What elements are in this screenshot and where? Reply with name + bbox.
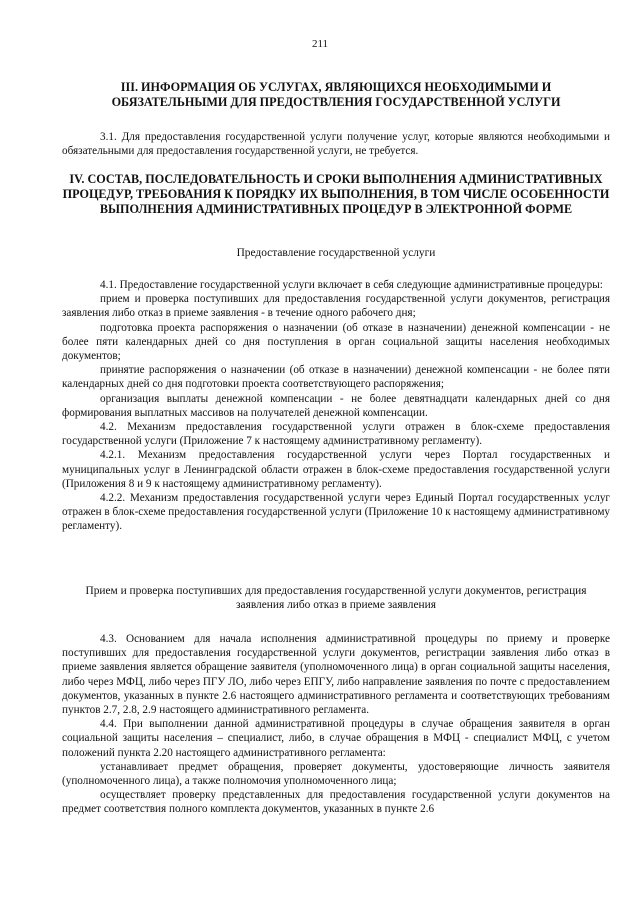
paragraph: подготовка проекта распоряжения о назначении (об отказе в назначении) денежной компенсации - не более пяти календарных дней со дня поступления в орган социальной защиты населения необходимых документов;	[62, 321, 610, 363]
paragraph: прием и проверка поступивших для предоставления государственной услуги документов, регистрация заявления либо отказ в приеме заявления - в течение одного рабочего дня;	[62, 293, 610, 320]
section-4-heading: IV. СОСТАВ, ПОСЛЕДОВАТЕЛЬНОСТЬ И СРОКИ ВЫПОЛНЕНИЯ АДМИНИСТРАТИВНЫХ ПРОЦЕДУР, ТРЕБОВАНИЯ К ПОРЯДКУ ИХ ВЫПОЛНЕНИЯ, В ТОМ ЧИСЛЕ ОСОБЕННОСТИ ВЫПОЛНЕНИЯ АДМИНИСТРАТИВНЫХ ПРОЦЕДУР В ЭЛЕКТРОННОЙ ФОРМЕ	[62, 172, 610, 216]
page-number: 211	[311, 38, 329, 50]
subheading-reception: Прием и проверка поступивших для предоставления государственной услуги документов, регистрация заявления либо отказ в приеме заявления	[85, 585, 587, 612]
paragraph: 4.4. При выполнении данной административной процедуры в случае обращения заявителя в орган социальной защиты населения – специалист, либо, в случае обращения в МФЦ - специалист МФЦ, с учетом положений пункта 2.20 настоящего административного регламента:	[62, 718, 610, 759]
paragraph: 4.2.1. Механизм предоставления государственной услуги через Портал государственных и муниципальных услуг в Ленинградской области отражен в блок-схеме предоставления государственной услуги (Приложения 8 и 9 к настоящему административному регламенту).	[62, 449, 610, 490]
paragraph: устанавливает предмет обращения, проверяет документы, удостоверяющие личность заявителя (уполномоченного лица), а также полномочия уполномоченного лица;	[62, 760, 610, 788]
paragraph-3-1: 3.1. Для предоставления государственной услуги получение услуг, которые являются необходимыми и обязательными для предоставления государственной услуги, не требуется.	[62, 131, 610, 158]
paragraph: 4.2. Механизм предоставления государственной услуги отражен в блок-схеме предоставления государственной услуги (Приложение 7 к настоящему административному регламенту).	[62, 421, 610, 448]
paragraph: 4.2.2. Механизм предоставления государственной услуги через Единый Портал государственных услуг отражен в блок-схеме предоставления государственной услуги (Приложение 10 к настоящему административному регламенту).	[62, 492, 610, 533]
paragraph: 4.1. Предоставление государственной услуги включает в себя следующие административные процедуры:	[100, 279, 603, 291]
paragraph: организация выплаты денежной компенсации - не более девятнадцати календарных дней со дня формирования выплатных массивов на получателей денежной компенсации.	[62, 392, 610, 419]
paragraphs-block-1	[62, 278, 610, 534]
paragraphs-block-2	[62, 632, 610, 817]
paragraph: 4.3. Основанием для начала исполнения административной процедуры по приему и проверке поступивших для предоставления государственной услуги документов, регистрации заявления либо отказ в приеме заявления является обращение заявителя (уполномоченного лица) в орган социальной защиты населения, либо через МФЦ, либо через ПГУ ЛО, либо через ЕПГУ, либо направление заявления по почте с предоставлением документов, указанных в пункте 2.6 настоящего административного регламента и соответствующих требованиям пунктов 2.7, 2.8, 2.9 настоящего административного регламента.	[62, 633, 610, 717]
section-3-heading: III. ИНФОРМАЦИЯ ОБ УСЛУГАХ, ЯВЛЯЮЩИХСЯ НЕОБХОДИМЫМИ И ОБЯЗАТЕЛЬНЫМИ ДЛЯ ПРЕДОСТВЛЕНИЯ ГОСУДАРСТВЕННОЙ УСЛУГИ	[111, 80, 561, 109]
subheading-provision: Предоставление государственной услуги	[236, 247, 436, 259]
paragraph: принятие распоряжения о назначении (об отказе в назначении) денежной компенсации - не более пяти календарных дней со дня подготовки проекта соответствующего распоряжения;	[62, 364, 610, 391]
paragraph: осуществляет проверку представленных для предоставления государственной услуги документов на предмет соответствия полного комплекта документов, указанных в пункте 2.6	[62, 789, 610, 816]
